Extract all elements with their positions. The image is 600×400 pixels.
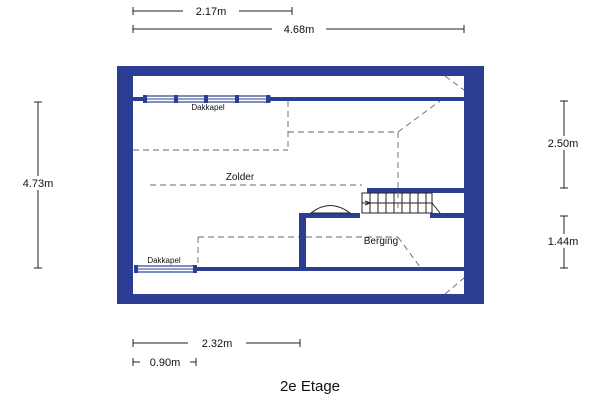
storage-wall-left bbox=[299, 213, 306, 270]
knee-walls bbox=[133, 97, 464, 271]
staircase bbox=[362, 193, 440, 213]
dimension-lines bbox=[34, 7, 568, 366]
storage-wall-top bbox=[306, 213, 360, 218]
room-label-dormer-top: Dakkapel bbox=[191, 103, 225, 112]
room-label-attic: Zolder bbox=[225, 172, 255, 183]
dim-bottom-short-label: 0.90m bbox=[149, 357, 181, 369]
dimension-labels bbox=[14, 4, 588, 369]
roof-dashed-lines bbox=[133, 76, 464, 294]
door-swing bbox=[311, 206, 350, 214]
dim-right-lower-label: 1.44m bbox=[547, 236, 579, 248]
wall-left bbox=[117, 66, 133, 304]
dim-left-label: 4.73m bbox=[22, 178, 54, 190]
dim-top-long-label: 4.68m bbox=[283, 24, 315, 36]
room-label-dormer-bottom: Dakkapel bbox=[147, 256, 181, 265]
dim-bottom-long-label: 2.32m bbox=[201, 338, 233, 350]
wall-top bbox=[117, 66, 484, 76]
stair-wall-top bbox=[367, 188, 464, 193]
wall-right bbox=[464, 66, 484, 304]
wall-bottom bbox=[117, 294, 484, 304]
dim-top-short-label: 2.17m bbox=[195, 6, 227, 18]
knee-wall-top-right bbox=[270, 97, 464, 101]
storage-wall-top-right bbox=[430, 213, 464, 218]
room-label-storage: Berging bbox=[363, 236, 399, 247]
knee-wall-bottom bbox=[195, 267, 464, 271]
dormer-window-bottom bbox=[134, 265, 197, 273]
storage-walls bbox=[299, 188, 464, 270]
dormer-window-top bbox=[143, 95, 270, 103]
dim-right-upper-label: 2.50m bbox=[547, 138, 579, 150]
floor-title: 2e Etage bbox=[279, 378, 341, 395]
